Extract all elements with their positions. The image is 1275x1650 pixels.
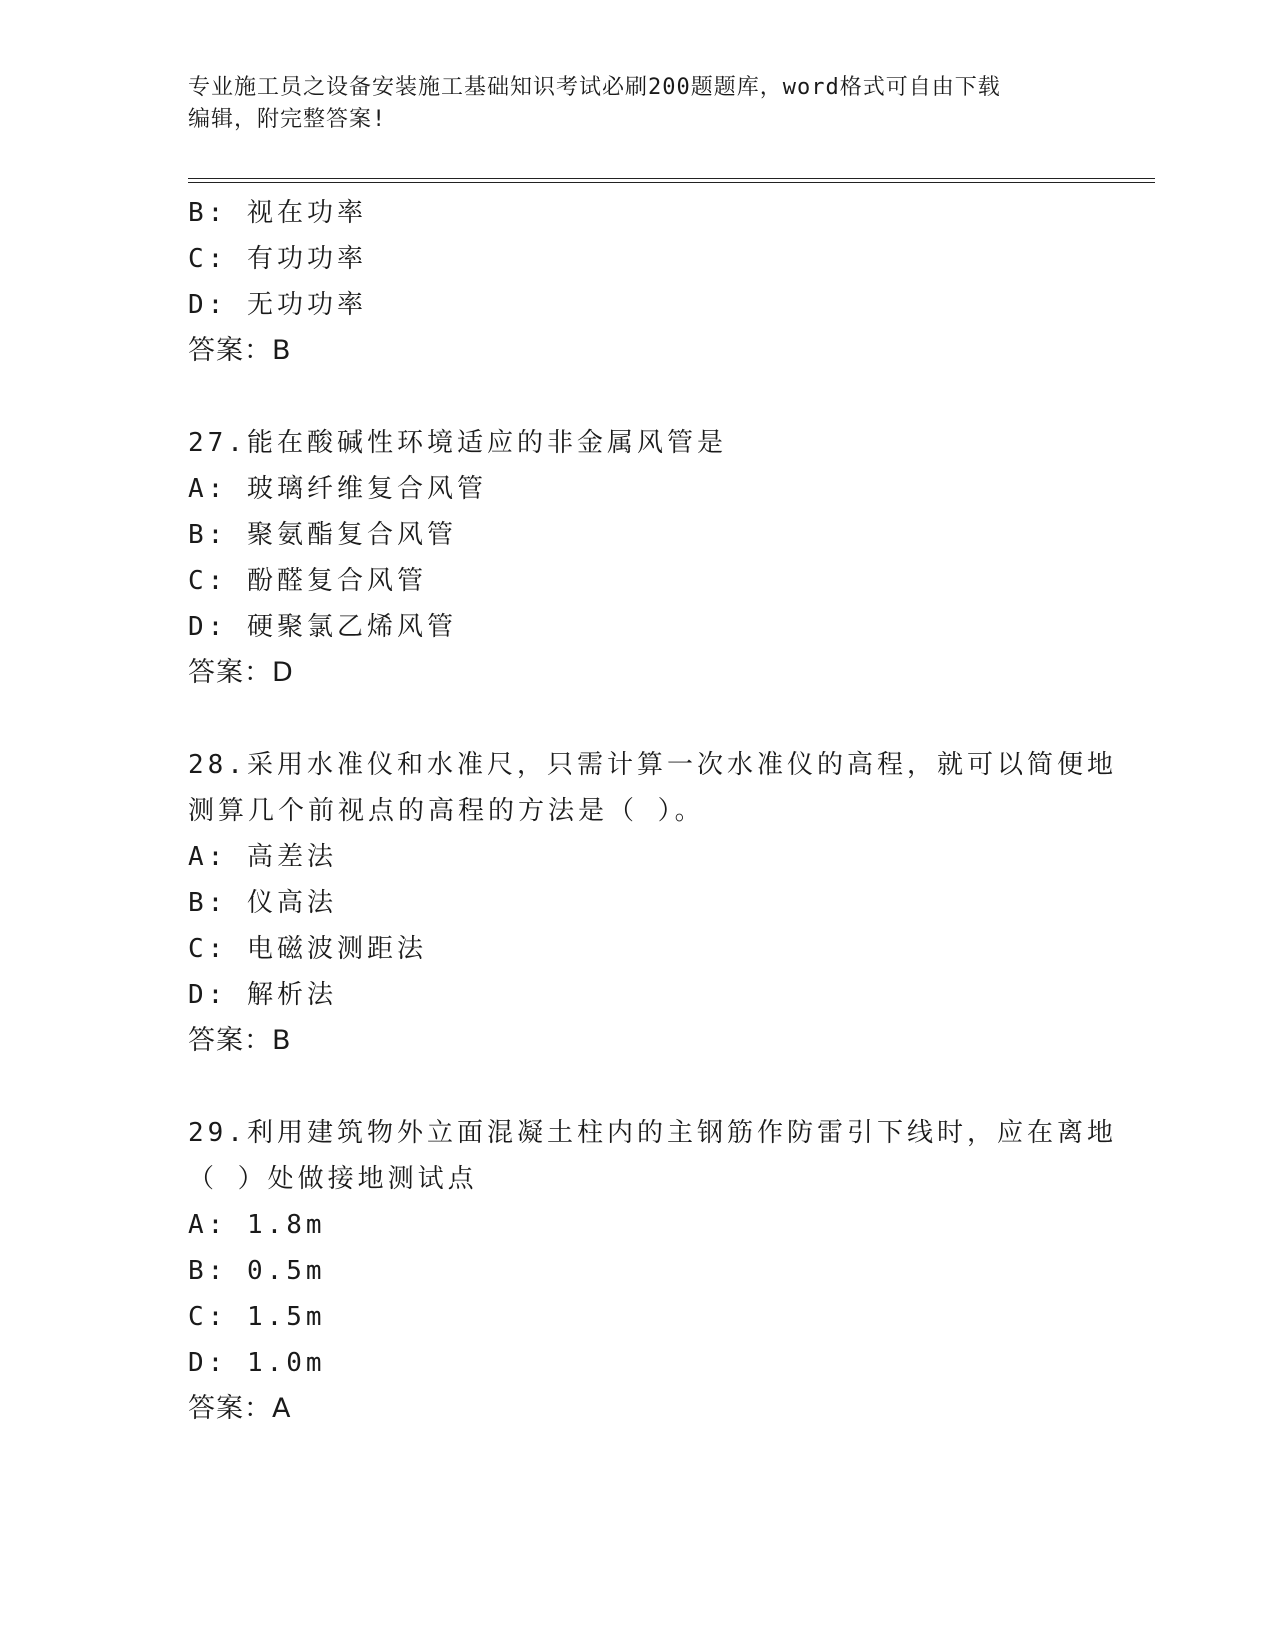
answer: 答案：B <box>188 335 292 366</box>
option-d: D: 无功功率 <box>188 290 367 320</box>
option-c: C: 酚醛复合风管 <box>188 566 427 596</box>
question-29 <box>188 1110 1117 1432</box>
option-d: D: 解析法 <box>188 980 337 1010</box>
answer: 答案：B <box>188 1025 292 1056</box>
option-c: C: 电磁波测距法 <box>188 934 427 964</box>
option-d: D: 硬聚氯乙烯风管 <box>188 612 457 642</box>
option-b: B: 视在功率 <box>188 198 367 228</box>
question-text-line-1: 28.采用水准仪和水准尺，只需计算一次水准仪的高程，就可以简便地 <box>188 750 1117 780</box>
question-list <box>188 190 1117 1432</box>
header-title-line-2: 编辑，附完整答案! <box>188 107 387 132</box>
document-header <box>188 72 1078 136</box>
question-text-line-2: 测算几个前视点的高程的方法是（ ）。 <box>188 796 705 826</box>
header-title-line-1: 专业施工员之设备安装施工基础知识考试必刷200题题库，word格式可自由下载 <box>188 75 1001 100</box>
option-c: C: 1.5m <box>188 1302 326 1332</box>
question-text: 27.能在酸碱性环境适应的非金属风管是 <box>188 428 727 458</box>
spacer <box>188 374 1088 420</box>
option-b: B: 聚氨酯复合风管 <box>188 520 457 550</box>
option-a: A: 玻璃纤维复合风管 <box>188 474 487 504</box>
answer: 答案：D <box>188 657 294 688</box>
question-text-line-2: （ ）处做接地测试点 <box>188 1164 478 1194</box>
option-c: C: 有功功率 <box>188 244 367 274</box>
question-text-line-1: 29.利用建筑物外立面混凝土柱内的主钢筋作防雷引下线时，应在离地 <box>188 1118 1117 1148</box>
spacer <box>188 696 1088 742</box>
spacer <box>188 1064 1088 1110</box>
option-a: A: 高差法 <box>188 842 337 872</box>
option-b: B: 仪高法 <box>188 888 337 918</box>
option-a: A: 1.8m <box>188 1210 326 1240</box>
option-d: D: 1.0m <box>188 1348 326 1378</box>
option-b: B: 0.5m <box>188 1256 326 1286</box>
question-28 <box>188 742 1117 1064</box>
question-27 <box>188 420 1088 696</box>
header-rule-top <box>188 178 1155 179</box>
question-26-tail <box>188 190 1088 374</box>
answer: 答案：A <box>188 1393 292 1424</box>
header-rule-bottom <box>188 182 1155 183</box>
